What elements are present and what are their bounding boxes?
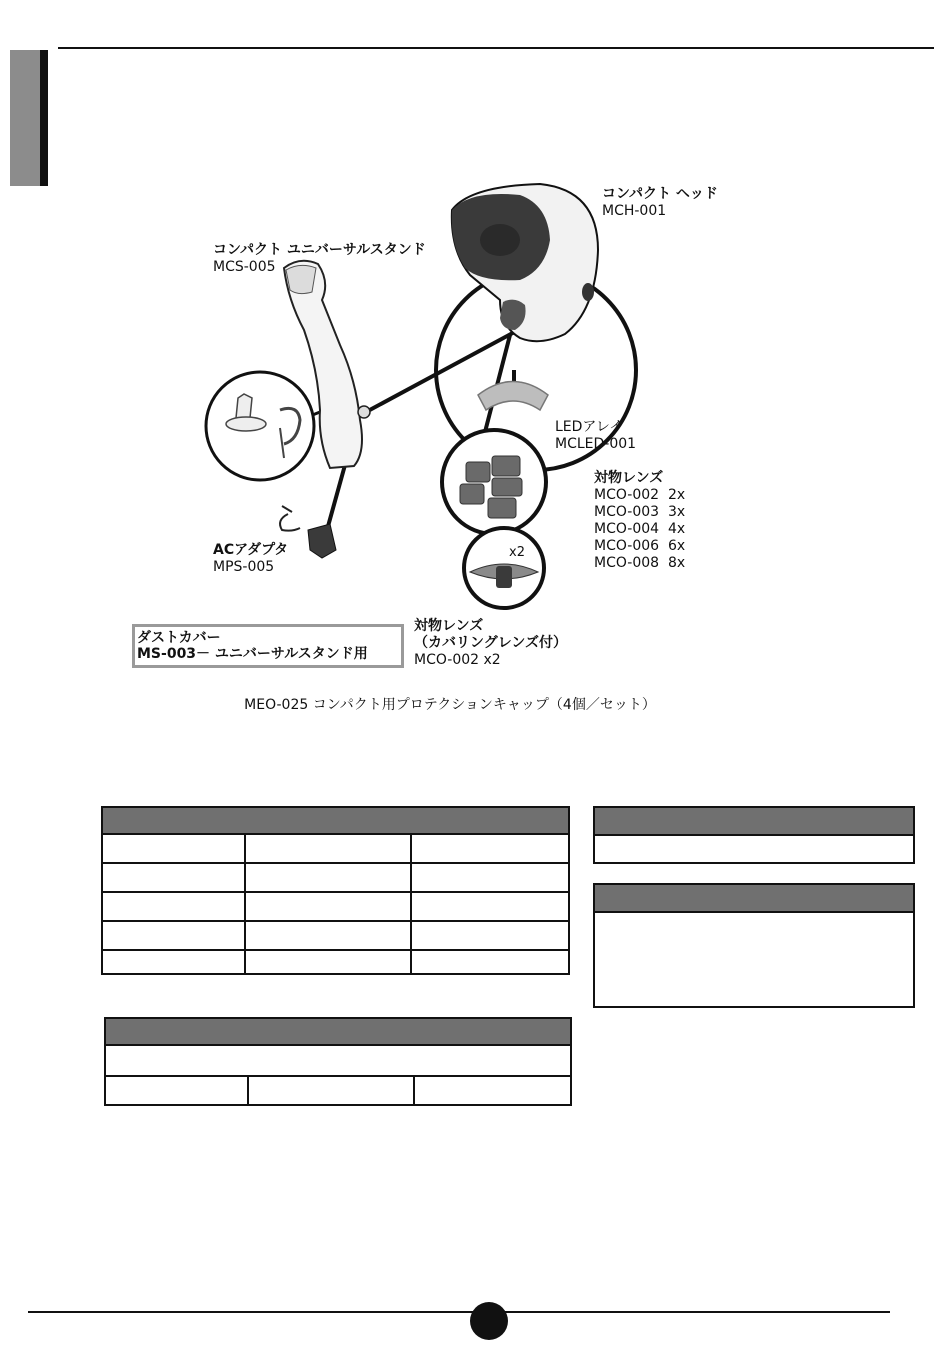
table-row [105,1045,571,1076]
bottom-rule [28,1311,890,1313]
objective-item: MCO-003 3x [594,504,686,520]
led-label [555,419,636,453]
led-code: MCLED-001 [555,436,637,452]
table-row [102,834,569,863]
covering-lens-title: 対物レンズ [414,618,484,634]
protection-cap-caption: MEO-025 コンパクト用プロテクションキャップ（4個／セット） [244,697,656,713]
side-box-1 [593,806,915,864]
objective-item: MCO-006 6x [594,538,686,554]
stand-title: コンパクト ユニバーサルスタンド [213,242,426,258]
covering-lens-label [414,618,567,669]
side-box-header [595,885,913,913]
head-title: コンパクト ヘッド [602,186,718,202]
dust-cover-label [137,630,368,662]
covering-lens-subtitle: （カバリングレンズ付） [414,635,567,651]
led-title: LEDアレイ [555,419,624,435]
stand-code: MCS-005 [213,259,276,275]
objective-item: MCO-004 4x [594,521,686,537]
objectives-title: 対物レンズ [594,470,664,486]
covering-lens-code: MCO-002 x2 [414,652,501,668]
adapter-title: ACアダプタ [213,542,289,558]
side-box-2 [593,883,915,1008]
table-row [102,892,569,921]
side-box-header [595,808,913,836]
qty-badge: x2 [509,545,525,560]
spec-table-1 [101,806,570,975]
table-row [105,1076,571,1105]
head-label [602,186,718,220]
objective-item: MCO-008 8x [594,555,686,571]
adapter-label [213,542,288,576]
objective-item: MCO-002 2x [594,487,686,503]
table-row [102,950,569,974]
ac-adapter-illustration [280,506,336,558]
table-row [102,863,569,892]
table-header [102,807,569,834]
table-header [105,1018,571,1045]
spec-table-2 [104,1017,572,1106]
stand-label [213,242,426,276]
page-number-dot [470,1302,508,1340]
led-array-illustration [478,382,548,411]
dust-cover-title: ダストカバー [137,630,221,646]
dust-cover-line: MS-003－ ユニバーサルスタンド用 [137,646,368,662]
compact-head-illustration [452,184,598,341]
head-code: MCH-001 [602,203,667,219]
objectives-label [594,470,685,572]
table-row [102,921,569,950]
adapter-code: MPS-005 [213,559,275,575]
